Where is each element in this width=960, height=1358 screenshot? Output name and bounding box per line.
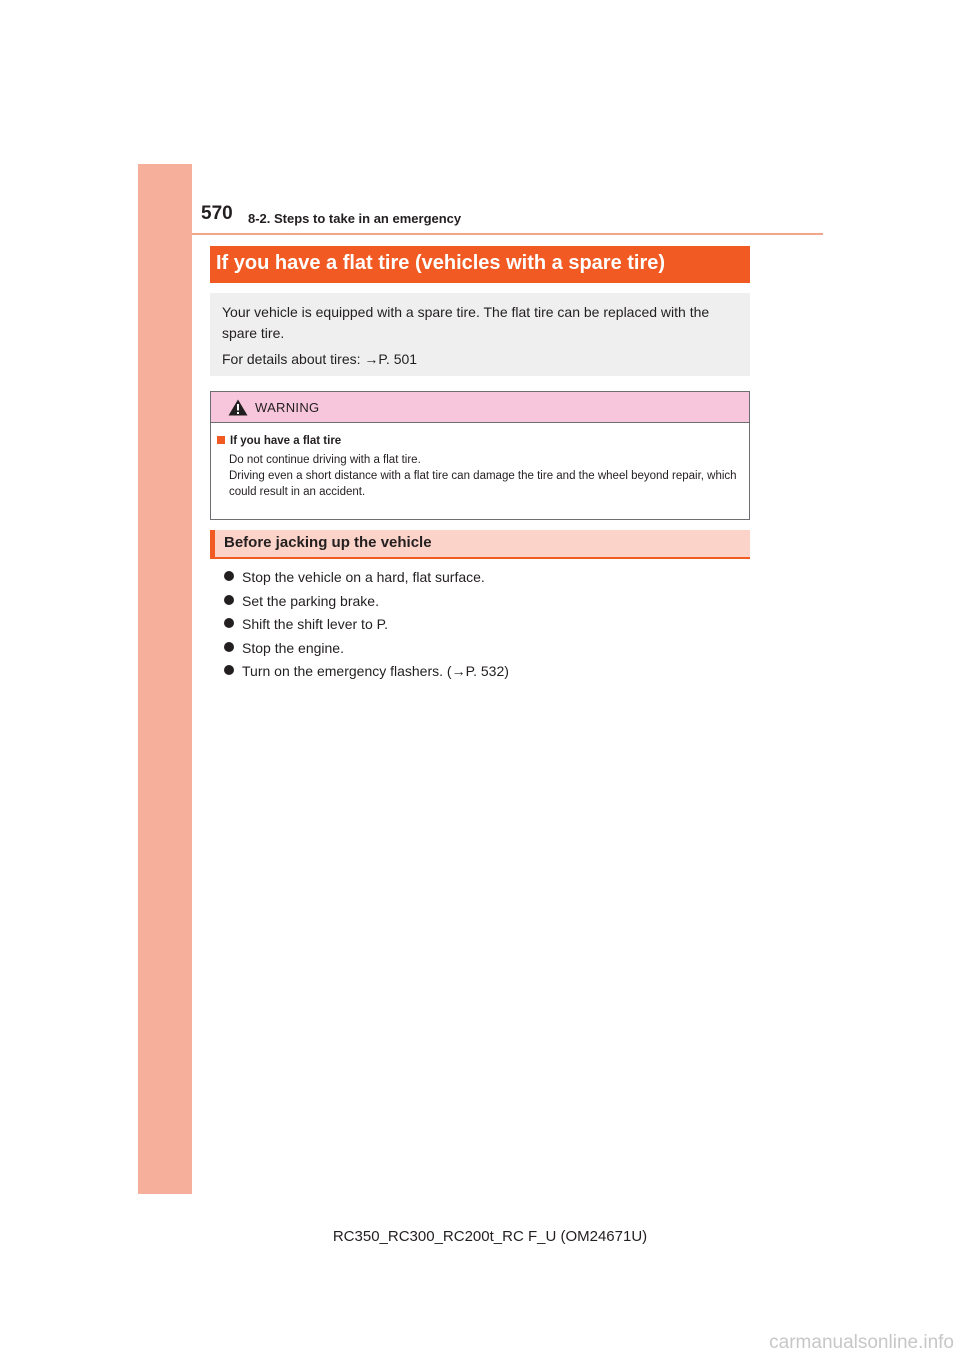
list-item: Shift the shift lever to P. [224,613,744,637]
bullet-icon [224,618,234,628]
bullet-icon [224,665,234,675]
page-title: If you have a flat tire (vehicles with a spare tire) [210,246,750,283]
steps-list [224,566,744,684]
list-item[interactable]: Turn on the emergency flashers. (→P. 532) [224,660,744,684]
bullet-icon [224,595,234,605]
list-item: Stop the engine. [224,637,744,661]
warning-box [210,391,750,520]
warning-subheading: If you have a flat tire [217,435,739,447]
list-item: Stop the vehicle on a hard, flat surface. [224,566,744,590]
intro-box [210,293,750,376]
section-header: 8-2. Steps to take in an emergency [248,211,462,226]
document-code-footer: RC350_RC300_RC200t_RC F_U (OM24671U) [332,1228,648,1245]
warning-body [211,423,749,500]
list-item: Set the parking brake. [224,590,744,614]
bullet-icon [224,571,234,581]
warning-header [211,392,749,423]
warning-text: Do not continue driving with a flat tire. [229,454,421,466]
square-bullet-icon [217,436,225,444]
watermark: carmanualsonline.info [769,1332,954,1353]
intro-text: Your vehicle is equipped with a spare tire. The flat tire can be replaced with the spare tire. [222,304,710,341]
bullet-icon [224,642,234,652]
header-divider [192,233,823,235]
warning-triangle-icon [228,399,248,416]
page-number: 570 [201,203,233,224]
side-tab-bar [138,164,192,1194]
warning-text: Driving even a short distance with a flat tire can damage the tire and the wheel beyond repair, which could result in an accident. [229,470,737,498]
warning-label: WARNING [255,400,320,415]
intro-reference-link[interactable]: For details about tires: →P. 501 [222,351,418,367]
subsection-heading: Before jacking up the vehicle [210,530,750,559]
